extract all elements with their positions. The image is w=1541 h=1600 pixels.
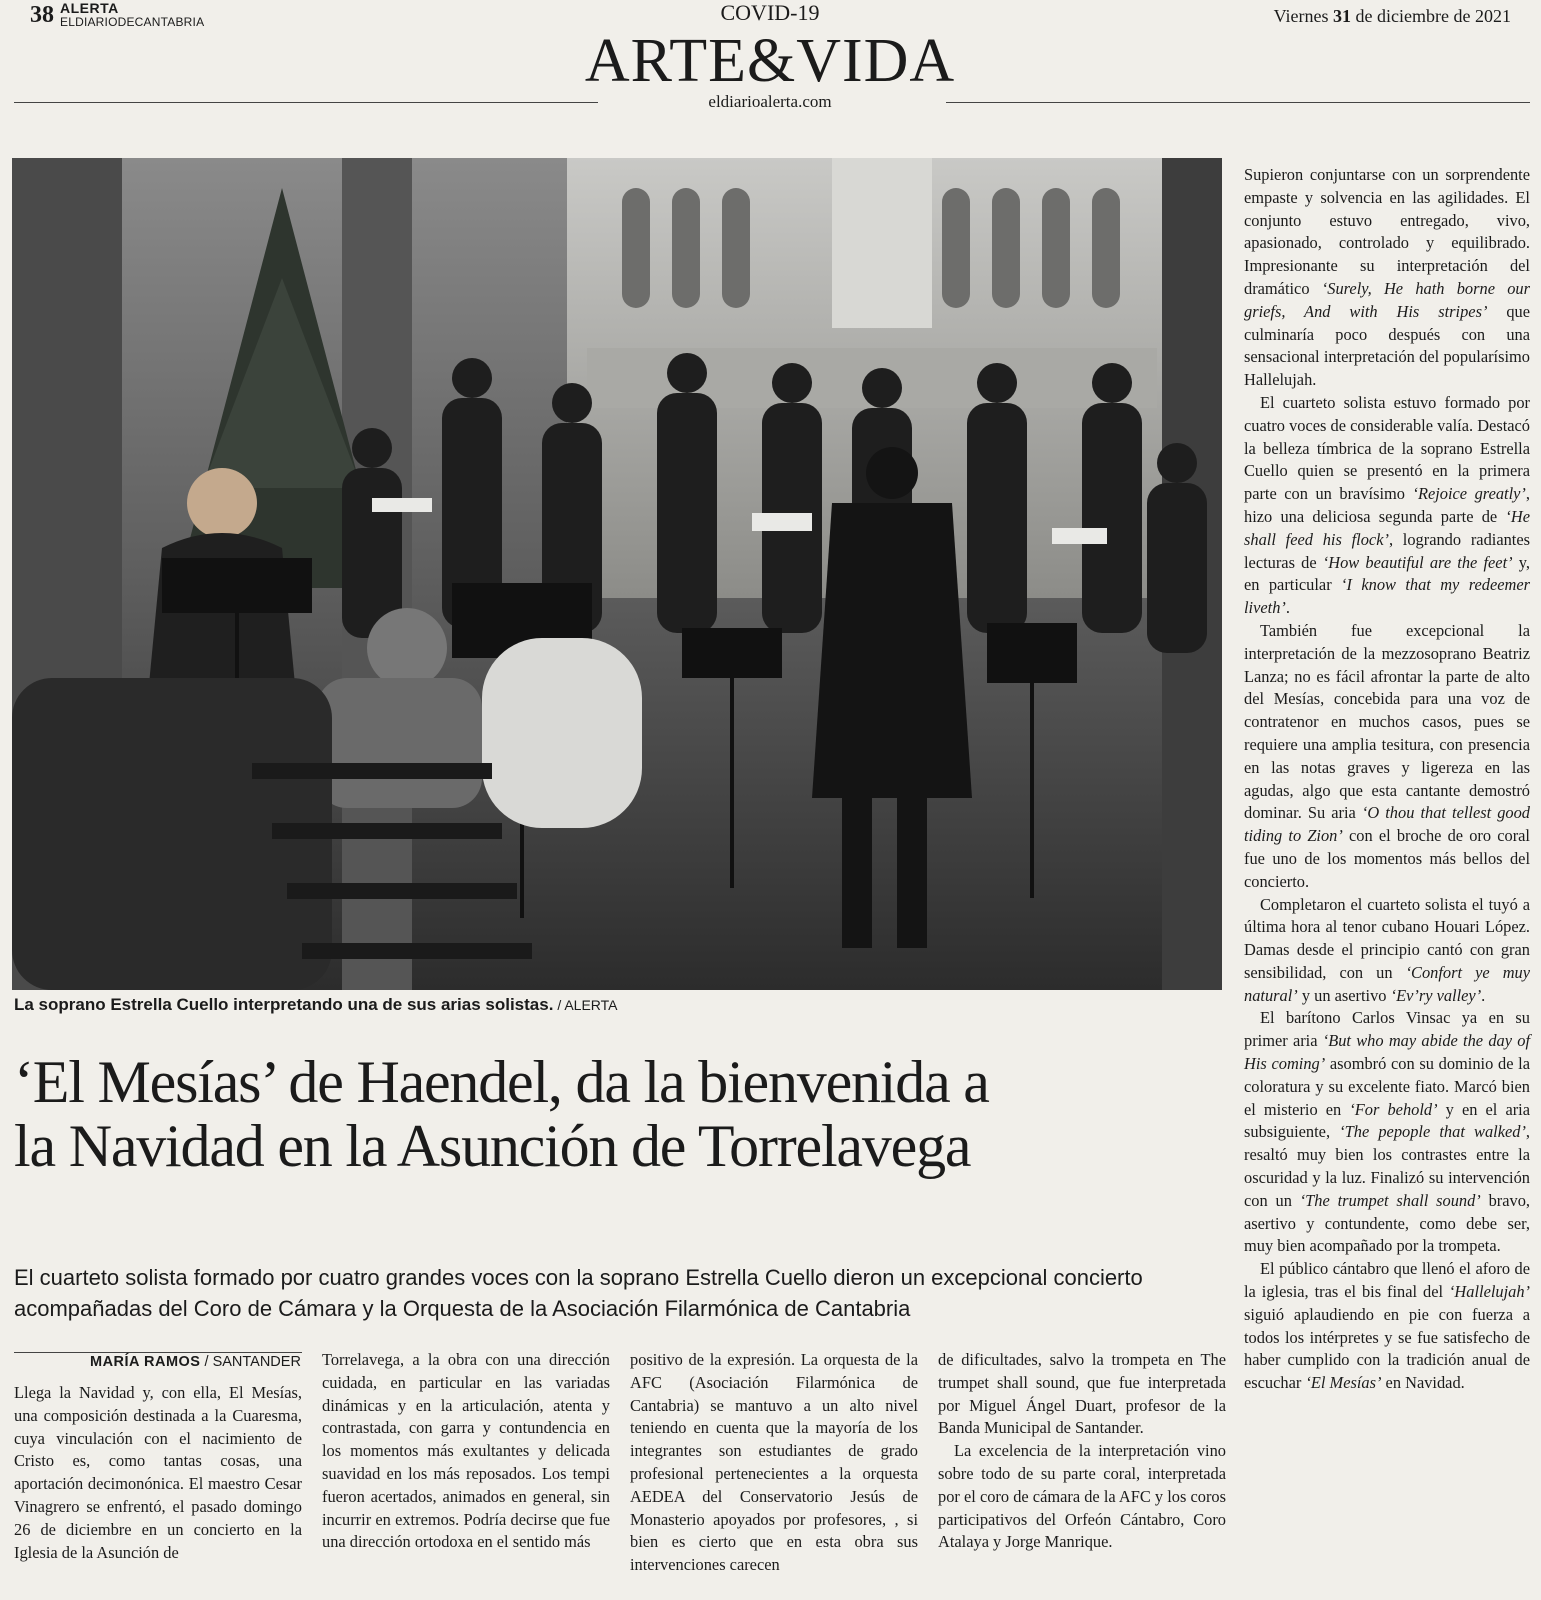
article-column-3 bbox=[630, 1349, 918, 1577]
col5-p2-text-c: , logrando radiantes lecturas de bbox=[1244, 529, 1530, 572]
col5-p2-aria-1: ‘Rejoice greatly’ bbox=[1412, 484, 1526, 504]
col5-paragraph-6 bbox=[1244, 1258, 1530, 1395]
col5-paragraph-1 bbox=[1244, 164, 1530, 392]
col5-p2-aria-3: ‘How beautiful are the feet’ bbox=[1322, 552, 1513, 572]
col5-p4-aria-1: ‘Confort ye muy natural’ bbox=[1244, 962, 1530, 1005]
col5-p6-text-c: en Navidad. bbox=[1381, 1373, 1465, 1393]
section-tag: COVID-19 bbox=[720, 0, 820, 25]
date-prefix: Viernes bbox=[1273, 6, 1334, 26]
col1-paragraph: Llega la Navidad y, con ella, El Mesías, una composición destinada a la Cuaresma, cuya vinculación con el nacimiento de Cristo es, como tantas cosas, una aportación decimonónica. El maestro Cesar Vinagrero se enfrentó, el pasado domingo 26 de diciembre en un concierto en la Iglesia de la Asunción de bbox=[14, 1383, 302, 1562]
headline-line1: ‘El Mesías’ de Haendel, da la bienvenida a bbox=[14, 1049, 989, 1115]
col5-paragraph-3 bbox=[1244, 620, 1530, 894]
article-subheadline: El cuarteto solista formado por cuatro grandes voces con la soprano Estrella Cuello dieron un excepcional concierto acompañadas del Coro de Cámara y la Orquesta de la Asociación Filarmónica de Cantabria bbox=[14, 1265, 1143, 1321]
article-column-4 bbox=[938, 1349, 1226, 1554]
col4-paragraph-2: La excelencia de la interpretación vino sobre todo de su parte coral, interpretada por el coro de cámara de la AFC y los coros participativos del Orfeón Cántabro, Coro Atalaya y Jorge Manrique. bbox=[938, 1441, 1226, 1552]
col5-p5-text-e: bravo, asertivo y contundente, como debe ser, muy bien acompañado por la trompeta. bbox=[1244, 1190, 1530, 1256]
section-title: ARTE&VIDA bbox=[584, 27, 956, 95]
col5-paragraph-2 bbox=[1244, 392, 1530, 620]
byline-rule bbox=[14, 1352, 302, 1353]
col2-paragraph: Torrelavega, a la obra con una dirección cuidada, en particular en las variadas dinámicas y en la articulación, atenta y contrastada, con garra y contundencia en los momentos más exultantes y delicada suavidad en los más reposados. Los tempi fueron acertados, animados en general, sin incurrir en extremos. Podría decirse que fue una dirección ortodoxa en el sentido más bbox=[322, 1350, 610, 1552]
article-column-2 bbox=[322, 1349, 610, 1554]
col5-p6-aria-1: ‘Hallelujah’ bbox=[1448, 1282, 1530, 1302]
col5-p6-title: ‘El Mesías’ bbox=[1305, 1373, 1382, 1393]
col5-p5-text-c: y en el aria subsiguiente, bbox=[1244, 1099, 1531, 1142]
page-number: 38 bbox=[30, 2, 54, 28]
byline bbox=[90, 1354, 301, 1370]
col3-paragraph: positivo de la expresión. La orquesta de la AFC (Asociación Filarmónica de Cantabria) se mantuvo a un alto nivel teniendo en cuenta que la mayoría de los integrantes son estudiantes de grado profesional pertenecientes a la orquesta AEDEA del Conservatorio Jesús de Monasterio apoyados por profesores, , si bien es cierto que en esta obra sus intervenciones carecen bbox=[630, 1350, 918, 1575]
col5-p1-text-b: que culminaría poco después con una sensacional interpretación del popularísimo Hallelujah. bbox=[1244, 301, 1531, 390]
col5-p5-text-b: asombró con su dominio de la coloratura y su excelente fiato. Marcó bien el misterio en bbox=[1244, 1054, 1530, 1119]
col5-p5-aria-2: ‘For behold’ bbox=[1349, 1099, 1438, 1119]
byline-author: MARÍA RAMOS bbox=[90, 1354, 201, 1370]
article-column-5 bbox=[1244, 164, 1530, 1395]
header-rule-left bbox=[14, 102, 598, 103]
photo-caption-text: La soprano Estrella Cuello interpretando una de sus arias solistas. bbox=[14, 995, 554, 1014]
col5-p2-text-e: . bbox=[1285, 598, 1290, 618]
col5-p5-text-d: , resaltó muy bien los contrastes entre la oscuridad y la luz. Finalizó su intervención con un bbox=[1244, 1122, 1531, 1210]
col5-p4-text-b: y un asertivo bbox=[1297, 985, 1391, 1005]
col5-p4-text-a: Completaron el cuarteto solista el tuyó a última hora al tenor cubano Houari López. Damas desde el principio cantó con gran sensibilidad, con un bbox=[1244, 894, 1530, 982]
headline-line2: la Navidad en la Asunción de Torrelavega bbox=[14, 1113, 971, 1179]
col5-p6-text-a: El público cántabro que llenó el aforo de la iglesia, tras el bis final del bbox=[1244, 1259, 1530, 1302]
col5-p4-aria-2: ‘Ev’ry valley’ bbox=[1390, 985, 1482, 1005]
col4-paragraph-1: de dificultades, salvo la trompeta en The trumpet shall sound, que fue interpretada por Miguel Ángel Duart, profesor de la Banda Municipal de Santander. bbox=[938, 1350, 1226, 1438]
col5-p2-aria-4: ‘I know that my redeemer liveth’ bbox=[1244, 575, 1530, 618]
concert-photo-illustration bbox=[12, 158, 1222, 990]
col5-p2-text-d: y, en particular bbox=[1244, 552, 1530, 595]
concert-photo bbox=[12, 158, 1222, 990]
header-rule-right bbox=[946, 102, 1530, 103]
col5-paragraph-4 bbox=[1244, 894, 1530, 1008]
col5-paragraph-5 bbox=[1244, 1007, 1530, 1258]
byline-location: / SANTANDER bbox=[200, 1354, 301, 1370]
issue-date bbox=[1274, 6, 1511, 27]
col5-p5-aria-4: ‘The trumpet shall sound’ bbox=[1299, 1190, 1481, 1210]
col5-p3-text-b: con el broche de oro coral fue uno de los momentos más bellos del concierto. bbox=[1244, 826, 1530, 891]
article-headline bbox=[14, 1050, 1229, 1178]
photo-caption bbox=[14, 995, 618, 1015]
col5-p1-text-a: Supieron conjuntarse con un sorprendente empaste y solvencia en las agilidades. El conjunto estuvo entregado, vivo, apasionado, controlado y equilibrado. Impresionante su interpretación del dramático bbox=[1244, 165, 1530, 298]
col5-p5-aria-3: ‘The pepople that walked’ bbox=[1339, 1122, 1526, 1142]
brand-line1: ALERTA bbox=[60, 0, 119, 16]
col5-p5-text-a: El barítono Carlos Vinsac ya en su primer aria bbox=[1244, 1008, 1530, 1051]
col5-p4-text-c: . bbox=[1481, 985, 1486, 1005]
photo-credit: / ALERTA bbox=[553, 997, 618, 1013]
article-column-1 bbox=[14, 1382, 302, 1564]
brand-line2: ELDIARIODECANTABRIA bbox=[60, 15, 205, 29]
website-url: eldiarioalerta.com bbox=[708, 92, 832, 111]
col5-p3-text-a: También fue excepcional la interpretación de la mezzosoprano Beatriz Lanza; no es fácil afrontar la parte de alto del Mesías, concebida para una voz de contratenor en muchos casos, pues se requiere una amplia tesitura, con presencia en las notas graves y ligereza en las agudas, algo que esta cantante demostró dominar. Su aria bbox=[1244, 620, 1530, 823]
col5-p3-aria-1: ‘O thou that tellest good tiding to Zion’ bbox=[1244, 803, 1531, 846]
publication-brand bbox=[60, 1, 204, 29]
col5-p5-aria-1: ‘But who may abide the day of His coming’ bbox=[1244, 1031, 1530, 1074]
col5-p1-aria-title: ‘Surely, He hath borne our griefs, And with His stripes’ bbox=[1244, 278, 1530, 321]
date-suffix: de diciembre de 2021 bbox=[1351, 6, 1511, 26]
col5-p2-text-b: , hizo una deliciosa segunda parte de bbox=[1244, 484, 1530, 526]
col5-p6-text-b: siguió aplaudiendo en pie con fuerza a todos los intérpretes y se fue satisfecho de haber cumplido con la tradición anual de escuchar bbox=[1244, 1304, 1530, 1393]
col5-p2-aria-2: ‘He shall feed his flock’ bbox=[1244, 506, 1530, 549]
date-day: 31 bbox=[1333, 6, 1352, 26]
col5-p2-text-a: El cuarteto solista estuvo formado por cuatro voces de considerable valía. Destacó la belleza tímbrica de la soprano Estrella Cuello quien se presentó en la primera parte con un bravísimo bbox=[1244, 392, 1530, 504]
